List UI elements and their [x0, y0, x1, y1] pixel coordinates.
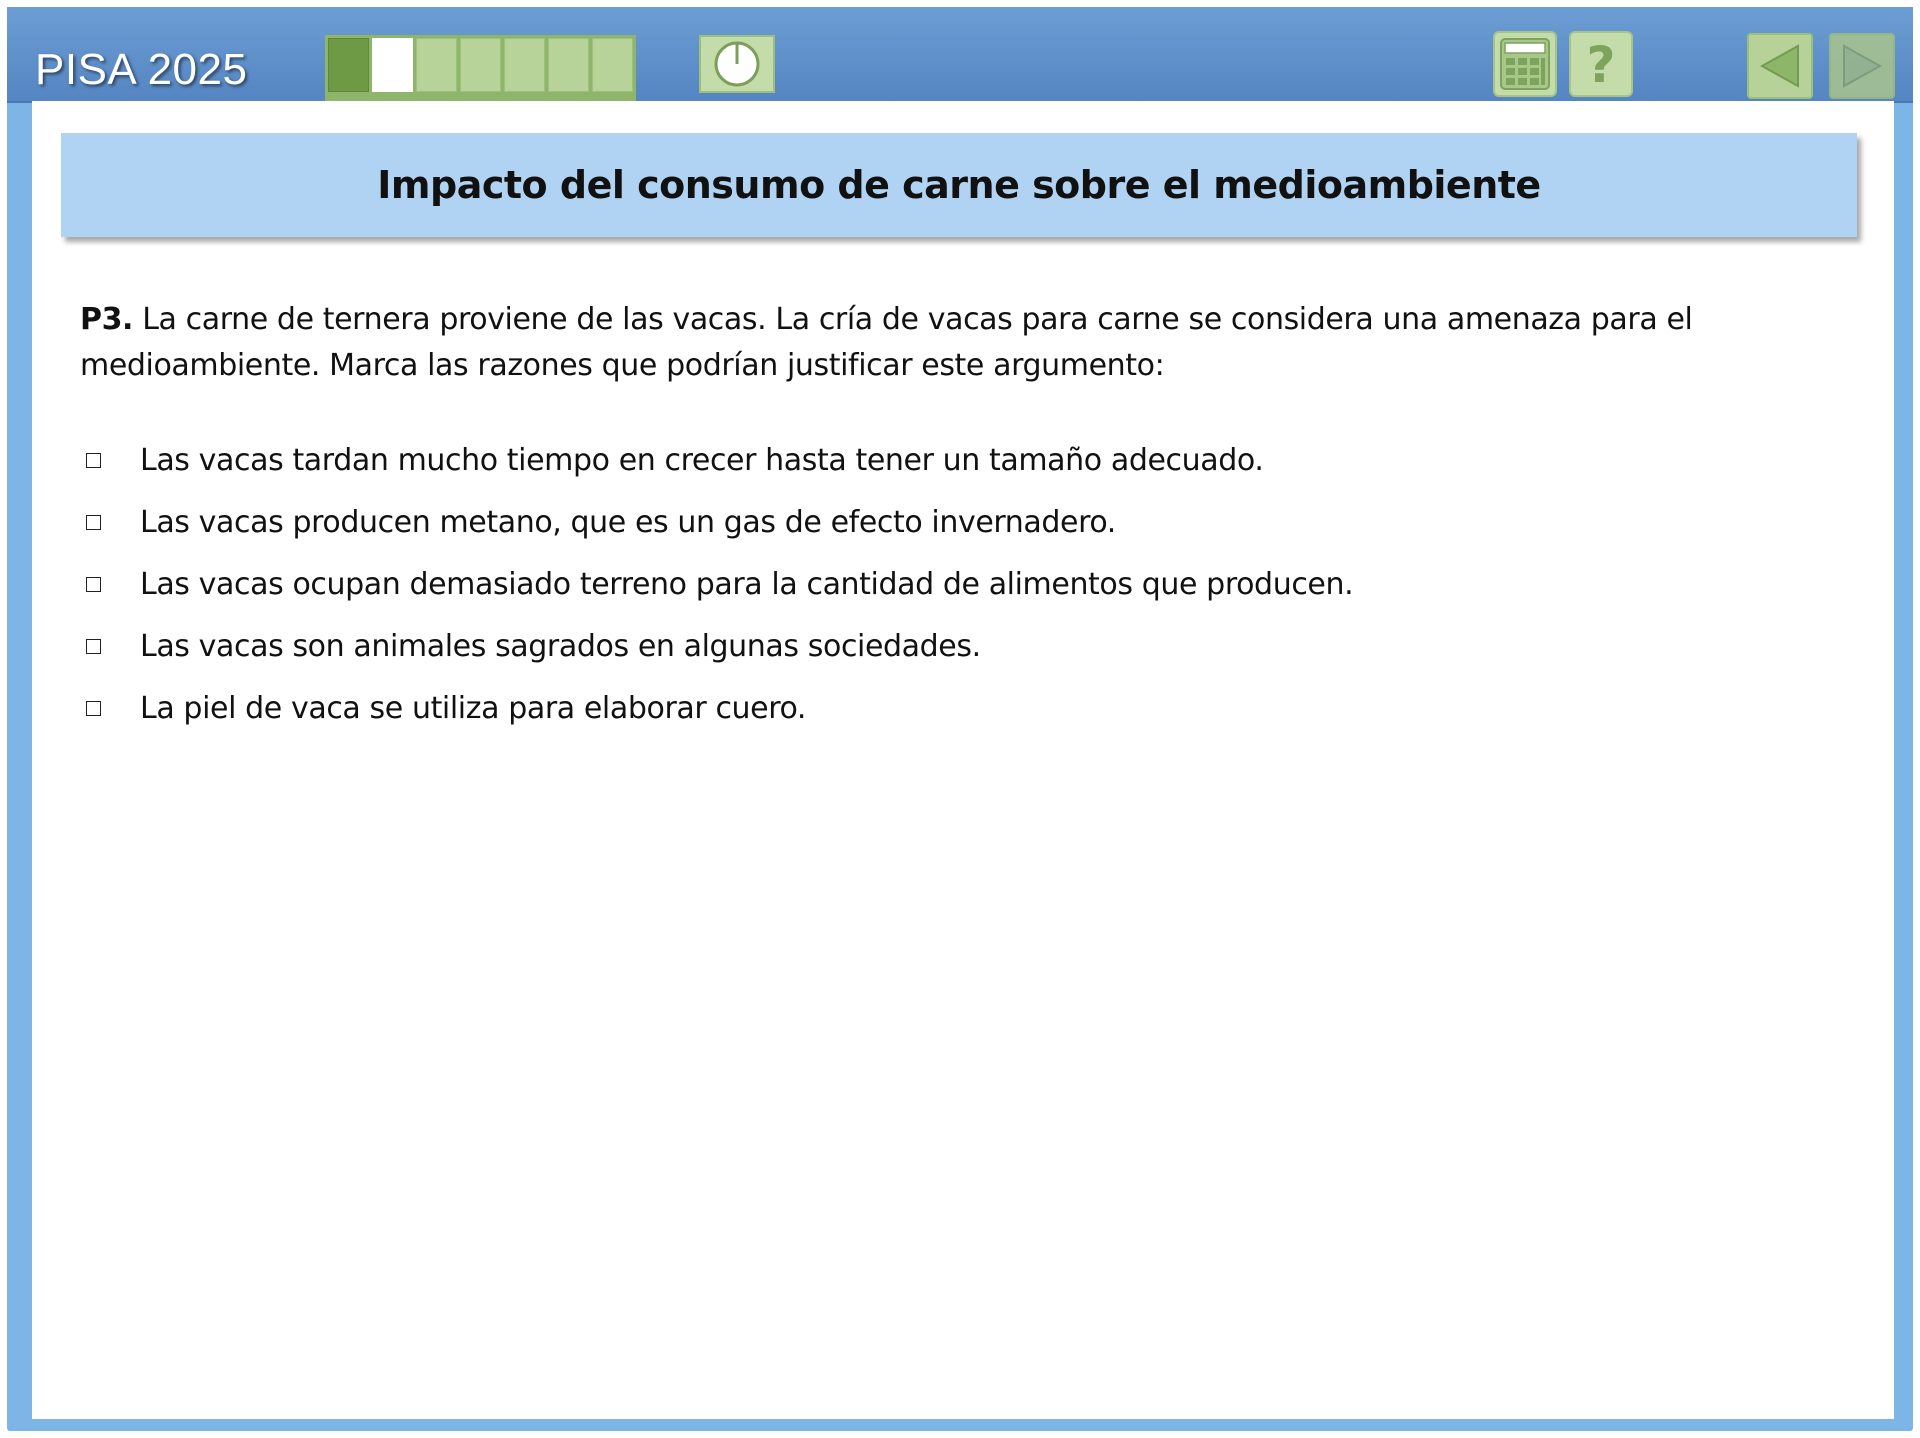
progress-step: [548, 38, 589, 92]
question-text: La carne de ternera proviene de las vacas. La cría de vacas para carne se considera una amenaza para el medioambiente. Marca las razones que podrían justificar este argumento:: [80, 302, 1693, 383]
next-button[interactable]: [1829, 33, 1895, 99]
progress-indicator: [325, 35, 636, 101]
calculator-icon: [1499, 37, 1551, 91]
progress-step: [504, 38, 545, 92]
progress-step: [416, 38, 457, 92]
option-item[interactable]: [80, 429, 1820, 491]
option-item[interactable]: [80, 491, 1820, 553]
title-banner: [61, 133, 1857, 237]
option-checkbox[interactable]: [86, 453, 101, 468]
option-label: La piel de vaca se utiliza para elaborar cuero.: [140, 690, 807, 726]
option-item[interactable]: [80, 615, 1820, 677]
question-number: P3.: [80, 302, 134, 337]
option-checkbox[interactable]: [86, 639, 101, 654]
content-panel: [32, 101, 1894, 1419]
timer-button[interactable]: [699, 35, 775, 93]
option-label: Las vacas ocupan demasiado terreno para la cantidad de alimentos que producen.: [140, 566, 1354, 602]
options-list: [80, 429, 1820, 739]
top-toolbar: [7, 7, 1913, 103]
timer-icon: [712, 39, 762, 89]
progress-step: [328, 38, 369, 92]
help-icon: [1581, 37, 1621, 91]
progress-step-current: [372, 38, 413, 92]
option-item[interactable]: [80, 677, 1820, 739]
option-checkbox[interactable]: [86, 577, 101, 592]
option-label: Las vacas son animales sagrados en algunas sociedades.: [140, 628, 981, 664]
calculator-button[interactable]: [1493, 31, 1557, 97]
option-checkbox[interactable]: [86, 515, 101, 530]
option-checkbox[interactable]: [86, 701, 101, 716]
question-prompt: [80, 297, 1820, 389]
brand-title: PISA 2025: [35, 45, 248, 94]
help-button[interactable]: [1569, 31, 1633, 97]
option-label: Las vacas tardan mucho tiempo en crecer hasta tener un tamaño adecuado.: [140, 442, 1264, 478]
back-button[interactable]: [1747, 33, 1813, 99]
svg-text:?: ?: [1586, 37, 1616, 91]
progress-step: [460, 38, 501, 92]
next-arrow-icon: [1838, 42, 1886, 90]
page-title: Impacto del consumo de carne sobre el medioambiente: [377, 163, 1541, 207]
progress-step: [592, 38, 633, 92]
option-item[interactable]: [80, 553, 1820, 615]
back-arrow-icon: [1756, 42, 1804, 90]
option-label: Las vacas producen metano, que es un gas de efecto invernadero.: [140, 504, 1116, 540]
